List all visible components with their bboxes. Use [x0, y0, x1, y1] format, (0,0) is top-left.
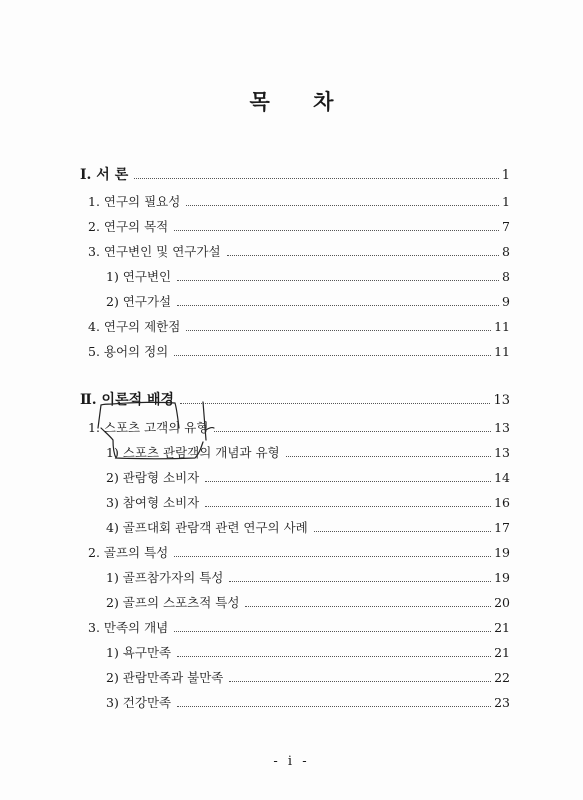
- toc-entry-page: 8: [502, 269, 510, 284]
- toc-entry-label: 2) 골프의 스포츠적 특성: [106, 595, 240, 610]
- toc-entry-label: 1) 스포츠 관람객의 개념과 유형: [106, 445, 280, 460]
- toc-leader-dots: [229, 580, 491, 582]
- toc-entry-page: 21: [494, 620, 510, 635]
- page-title: 목 차: [249, 89, 352, 114]
- toc-leader-dots: [180, 402, 490, 404]
- toc-entry-label: 1) 골프참가자의 특성: [106, 570, 224, 585]
- toc-entry[interactable]: [106, 518, 510, 536]
- toc-entry-label: 1) 연구변인: [106, 269, 172, 284]
- toc-entry-page: 11: [494, 344, 510, 359]
- toc-entry-page: 21: [494, 645, 510, 660]
- toc-entry-page: 16: [494, 495, 510, 510]
- toc-entry[interactable]: [88, 217, 510, 235]
- toc-entry-page: 19: [494, 545, 510, 560]
- toc-entry[interactable]: [106, 693, 510, 711]
- toc-leader-dots: [314, 530, 491, 532]
- toc-leader-dots: [229, 680, 491, 682]
- toc-leader-dots: [227, 254, 500, 256]
- toc-entry-label: 4. 연구의 제한점: [88, 319, 181, 334]
- toc-leader-dots: [177, 279, 499, 281]
- toc-entry-page: 23: [494, 695, 510, 710]
- toc-leader-dots: [177, 705, 491, 707]
- toc-entry-page: 13: [494, 420, 510, 435]
- toc-entry-page: 7: [502, 219, 510, 234]
- toc-leader-dots: [205, 505, 491, 507]
- toc-entry-label: Ⅱ. 이론적 배경: [80, 392, 175, 408]
- toc-leader-dots: [177, 655, 491, 657]
- toc-entry-label: 3. 연구변인 및 연구가설: [88, 244, 221, 259]
- toc-entry[interactable]: [106, 593, 510, 611]
- toc-leader-dots: [245, 605, 491, 607]
- toc-entry-chapter-2[interactable]: [80, 389, 510, 409]
- toc-entry-label: 1. 연구의 필요성: [88, 194, 181, 209]
- toc-entry-label: 2) 연구가설: [106, 294, 172, 309]
- toc-leader-dots: [186, 329, 491, 331]
- toc-entry[interactable]: [106, 668, 510, 686]
- toc-entry-label: 5. 용어의 정의: [88, 344, 169, 359]
- toc-entry[interactable]: [88, 342, 510, 360]
- toc-entry[interactable]: [106, 468, 510, 486]
- toc-entry-page: 17: [494, 520, 510, 535]
- toc-entry[interactable]: [88, 543, 510, 561]
- toc-entry-page: 14: [494, 470, 510, 485]
- toc-entry-label: 1) 욕구만족: [106, 645, 172, 660]
- toc-entry[interactable]: [106, 443, 510, 461]
- toc-entry-label: 2. 연구의 목적: [88, 219, 169, 234]
- toc-leader-dots: [174, 555, 491, 557]
- toc-entry-label: 2) 관람형 소비자: [106, 470, 200, 485]
- toc-entry[interactable]: [106, 267, 510, 285]
- page-number-footer: - i -: [273, 754, 310, 769]
- toc-leader-dots: [214, 430, 491, 432]
- toc-leader-dots: [174, 354, 491, 356]
- toc-leader-dots: [134, 177, 498, 179]
- toc-entry-label: Ⅰ. 서 론: [80, 167, 129, 183]
- toc-entry-page: 13: [493, 393, 510, 408]
- toc-entry[interactable]: [88, 618, 510, 636]
- toc-entry-page: 20: [494, 595, 510, 610]
- toc-entry-label: 3) 건강만족: [106, 695, 172, 710]
- toc-leader-dots: [205, 480, 491, 482]
- toc-entry-page: 1: [502, 194, 510, 209]
- toc-entry[interactable]: [106, 568, 510, 586]
- toc-entry-label: 2) 관람만족과 불만족: [106, 670, 224, 685]
- toc-leader-dots: [174, 630, 491, 632]
- toc-entry[interactable]: [88, 418, 510, 436]
- toc-entry-chapter-1[interactable]: [80, 164, 510, 184]
- toc-entry-label: 1. 스포츠 고객의 유형: [88, 420, 209, 435]
- toc-entry-label: 4) 골프대회 관람객 관련 연구의 사례: [106, 520, 308, 535]
- toc-entry[interactable]: [88, 242, 510, 260]
- toc-entry[interactable]: [106, 643, 510, 661]
- toc-leader-dots: [174, 229, 499, 231]
- toc-entry-label: 2. 골프의 특성: [88, 545, 169, 560]
- toc-entry-label: 3. 만족의 개념: [88, 620, 169, 635]
- toc-entry[interactable]: [88, 192, 510, 210]
- toc-entry-page: 1: [501, 168, 510, 183]
- toc-entry-page: 9: [502, 294, 510, 309]
- toc-entry-page: 19: [494, 570, 510, 585]
- toc-entry-page: 22: [494, 670, 510, 685]
- toc-entry-page: 11: [494, 319, 510, 334]
- toc-entry-page: 8: [502, 244, 510, 259]
- toc-leader-dots: [177, 304, 499, 306]
- toc-entry[interactable]: [106, 493, 510, 511]
- toc-entry-page: 13: [494, 445, 510, 460]
- toc-leader-dots: [286, 455, 491, 457]
- toc-leader-dots: [186, 204, 499, 206]
- toc-entry-label: 3) 참여형 소비자: [106, 495, 200, 510]
- toc-entry[interactable]: [88, 317, 510, 335]
- toc-entry[interactable]: [106, 292, 510, 310]
